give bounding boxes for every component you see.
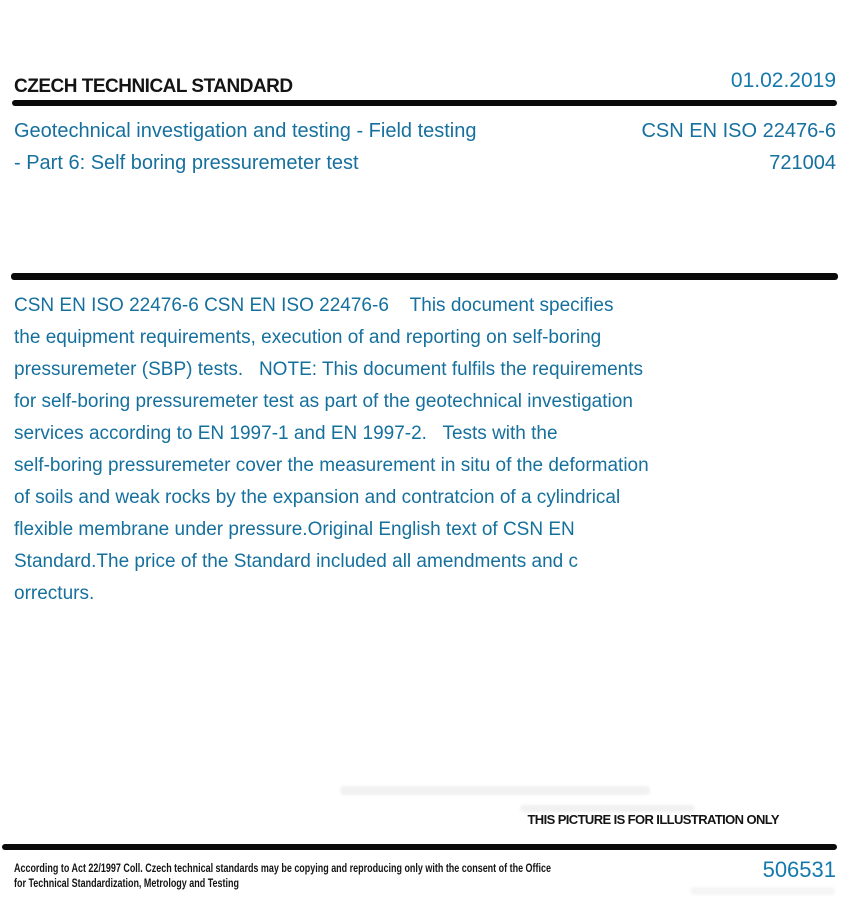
standard-title-line2: - Part 6: Self boring pressuremeter test bbox=[14, 152, 359, 174]
standard-title bbox=[14, 115, 477, 179]
legal-notice-line2: for Technical Standardization, Metrology and Testing bbox=[14, 878, 239, 890]
catalog-number: 506531 bbox=[762, 857, 836, 882]
footer-rule bbox=[2, 844, 837, 850]
faint-artifact bbox=[690, 887, 835, 895]
abstract-rule bbox=[11, 273, 838, 280]
abstract-line: self-boring pressuremeter cover the measurement in situ of the deformation bbox=[14, 455, 649, 476]
abstract-line: Standard.The price of the Standard included all amendments and c bbox=[14, 551, 579, 572]
faint-artifact bbox=[340, 786, 650, 795]
abstract-line: flexible membrane under pressure.Original English text of CSN EN bbox=[14, 519, 575, 540]
issue-date: 01.02.2019 bbox=[730, 69, 836, 92]
abstract-line: services according to EN 1997-1 and EN 1997-2. Tests with the bbox=[14, 423, 558, 444]
illustration-note: THIS PICTURE IS FOR ILLUSTRATION ONLY bbox=[527, 812, 779, 827]
standard-title-line1: Geotechnical investigation and testing - Field testing bbox=[14, 120, 477, 142]
legal-notice bbox=[14, 862, 702, 892]
standard-identifiers bbox=[641, 115, 836, 179]
abstract-line: orrecturs. bbox=[14, 583, 95, 604]
legal-notice-line1: According to Act 22/1997 Coll. Czech technical standards may be copying and reproducing only with the consent of the Office bbox=[14, 863, 551, 875]
standard-code: CSN EN ISO 22476-6 bbox=[641, 120, 836, 142]
abstract-line: of soils and weak rocks by the expansion and contratcion of a cylindrical bbox=[14, 487, 621, 508]
faint-artifact bbox=[520, 805, 695, 812]
doc-type-heading: CZECH TECHNICAL STANDARD bbox=[14, 76, 293, 97]
abstract-line: CSN EN ISO 22476-6 CSN EN ISO 22476-6 This document specifies bbox=[14, 295, 614, 316]
abstract-line: pressuremeter (SBP) tests. NOTE: This document fulfils the requirements bbox=[14, 359, 643, 380]
header-rule bbox=[12, 100, 837, 106]
abstract-line: for self-boring pressuremeter test as part of the geotechnical investigation bbox=[14, 391, 633, 412]
abstract-text bbox=[14, 290, 649, 610]
abstract-line: the equipment requirements, execution of and reporting on self-boring bbox=[14, 327, 602, 348]
standard-class-number: 721004 bbox=[769, 152, 836, 174]
